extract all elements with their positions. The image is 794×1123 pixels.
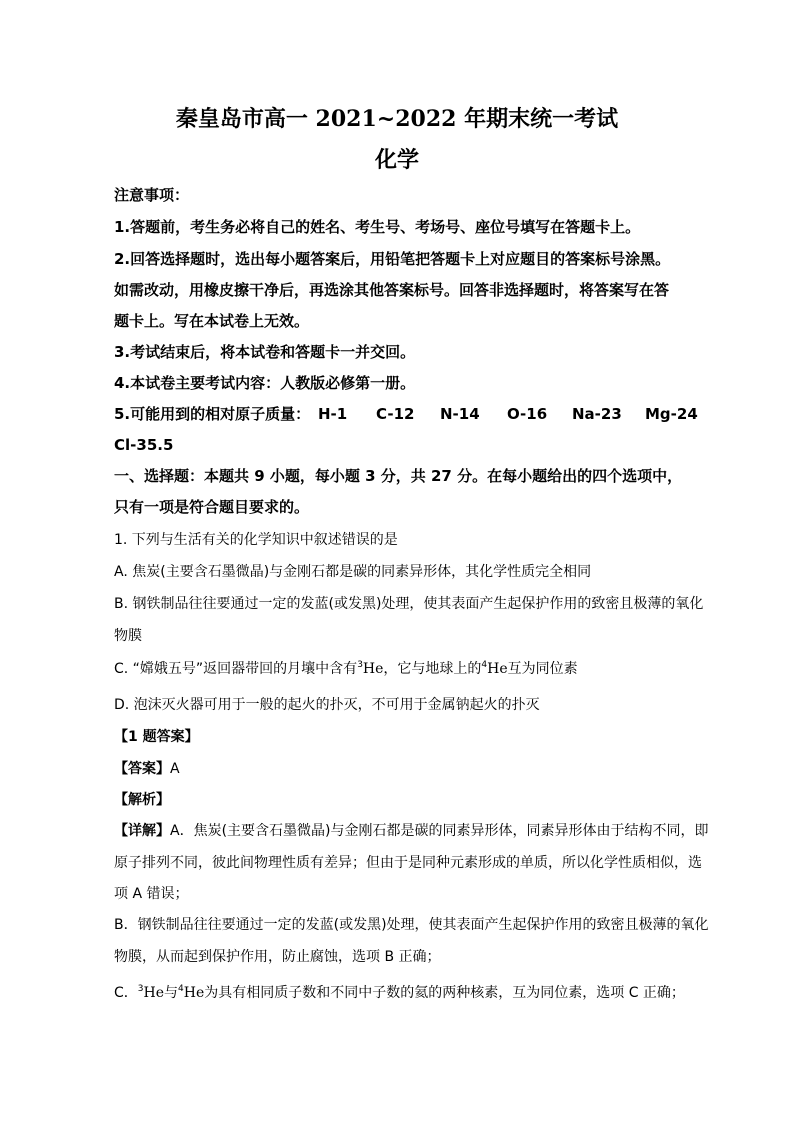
- detail-c: [114, 984, 685, 1002]
- isotope-mass-number: 4: [178, 984, 184, 994]
- section-heading: 一、选择题：本题共 9 小题，每小题 3 分，共 27 分。在每小题给出的四个选项中，: [114, 467, 683, 485]
- subject-title: 化学: [374, 147, 419, 173]
- question-stem: 1. 下列与生活有关的化学知识中叙述错误的是: [114, 532, 398, 548]
- atomic-mass-cl: Cl-35.5: [114, 436, 174, 454]
- section-heading-cont: 只有一项是符合题目要求的。: [114, 498, 310, 516]
- detail-b-cont: 物膜，从而起到保护作用，防止腐蚀，选项 B 正确；: [114, 949, 441, 965]
- atomic-mass-c: C-12: [376, 405, 415, 423]
- option-b: B. 钢铁制品往往要通过一定的发蓝(或发黑)处理，使其表面产生起保护作用的致密且极薄的氧化: [114, 596, 704, 612]
- atomic-mass-n: N-14: [440, 405, 480, 423]
- option-d: D. 泡沫灭火器可用于一般的起火的扑灭，不可用于金属钠起火的扑灭: [114, 697, 540, 713]
- option-c: [114, 660, 578, 678]
- helium-symbol: He: [362, 661, 384, 677]
- detail-a: [114, 822, 709, 840]
- atomic-mass-na: Na-23: [572, 405, 622, 423]
- atomic-masses-label: 5.可能用到的相对原子质量：: [114, 405, 311, 423]
- helium-symbol: He: [487, 661, 508, 677]
- answer-tag: 【1 题答案】: [114, 729, 199, 745]
- detail-b: B．钢铁制品往往要通过一定的发蓝(或发黑)处理，使其表面产生起保护作用的致密且极薄的氧化: [114, 917, 709, 933]
- detail-a-cont: 原子排列不同，彼此间物理性质有差异；但由于是同种元素形成的单质，所以化学性质相似，选: [114, 855, 702, 871]
- answer-line: [114, 760, 180, 778]
- helium-symbol: He: [143, 985, 165, 1001]
- option-c-text: ，它与地球上的: [383, 661, 482, 677]
- atomic-masses-line: [114, 405, 698, 425]
- detail-a-cont: 项 A 错误；: [114, 886, 189, 902]
- notice-heading: 注意事项：: [114, 186, 190, 204]
- notice-item: 4.本试卷主要考试内容：人教版必修第一册。: [114, 374, 416, 392]
- atomic-mass-h: H-1: [318, 405, 348, 423]
- isotope-mass-number: 4: [481, 660, 488, 670]
- answer-label: 【答案】: [114, 761, 170, 777]
- detail-c-text: 为具有相同质子数和不同中子数的氦的两种核素，互为同位素，选项 C 正确；: [204, 985, 685, 1001]
- option-b-cont: 物膜: [114, 628, 142, 644]
- answer-value: A: [170, 761, 180, 777]
- detail-label: 【详解】: [114, 823, 170, 839]
- option-a: A. 焦炭(主要含石墨微晶)与金刚石都是碳的同素异形体，其化学性质完全相同: [114, 564, 592, 580]
- notice-item: 题卡上。写在本试卷上无效。: [114, 312, 310, 330]
- notice-item: 3.考试结束后，将本试卷和答题卡一并交回。: [114, 343, 416, 361]
- notice-item: 如需改动，用橡皮擦干净后，再选涂其他答案标号。回答非选择题时，将答案写在答: [114, 281, 670, 299]
- option-c-text: 互为同位素: [507, 661, 578, 677]
- isotope-mass-number: 3: [357, 660, 363, 670]
- atomic-mass-mg: Mg-24: [645, 405, 698, 423]
- analysis-tag: 【解析】: [114, 792, 170, 808]
- atomic-mass-o: O-16: [507, 405, 548, 423]
- detail-c-text: 与: [164, 985, 179, 1001]
- detail-c-text: C．: [114, 985, 138, 1001]
- detail-a-text: A．焦炭(主要含石墨微晶)与金刚石都是碳的同素异形体，同素异形体由于结构不同，即: [170, 823, 709, 839]
- notice-item: 1.答题前，考生务必将自己的姓名、考生号、考场号、座位号填写在答题卡上。: [114, 218, 641, 236]
- option-c-text: C. “嫦娥五号”返回器带回的月壤中含有: [114, 661, 358, 677]
- notice-item: 2.回答选择题时，选出每小题答案后，用铅笔把答题卡上对应题目的答案标号涂黑。: [114, 250, 671, 268]
- helium-symbol: He: [183, 985, 205, 1001]
- isotope-mass-number: 3: [137, 984, 144, 994]
- exam-title: 秦皇岛市高一 2021~2022 年期末统一考试: [175, 106, 619, 132]
